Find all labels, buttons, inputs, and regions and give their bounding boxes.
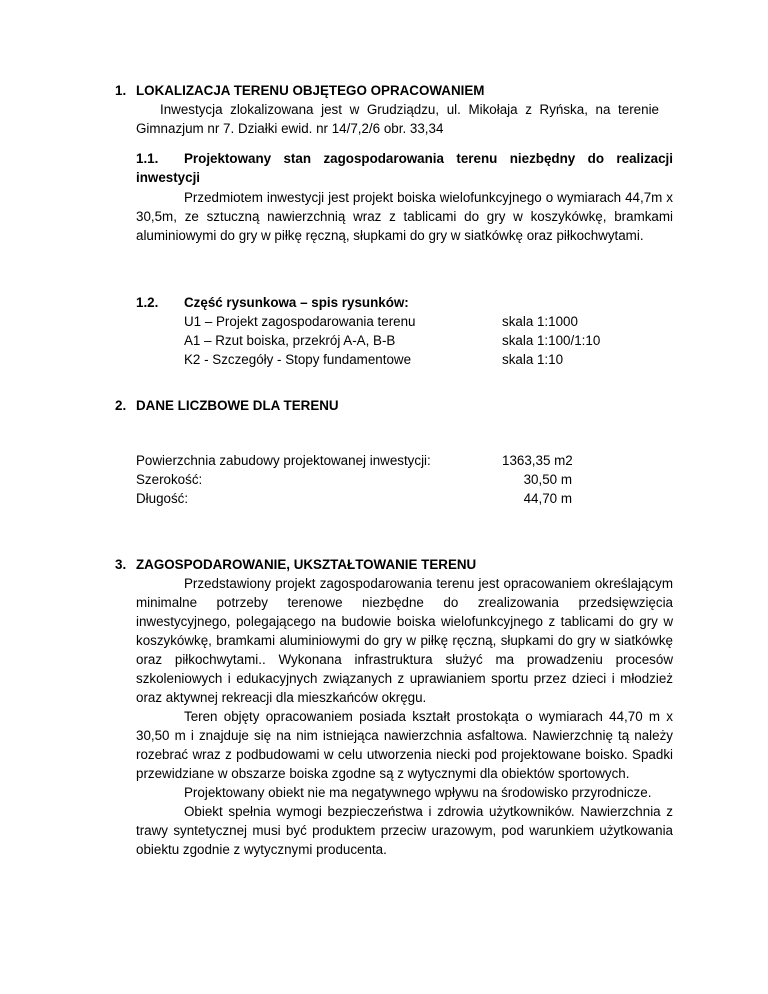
section-1-number: 1.	[115, 83, 127, 98]
paragraph: Obiekt spełnia wymogi bezpieczeństwa i zdrowia użytkowników. Nawierzchnia z trawy syntetycznej musi być produktem przeciw urazowym, pod warunkiem użytkowania obiektu zgodnie z wytycznymi producenta.	[136, 804, 673, 857]
section-1-title: LOKALIZACJA TERENU OBJĘTEGO OPRACOWANIEM	[136, 83, 485, 98]
section-1-2-title: Część rysunkowa – spis rysunków:	[184, 295, 409, 310]
drawing-name: U1 – Projekt zagospodarowania terenu	[184, 314, 416, 329]
section-2-title: DANE LICZBOWE DLA TERENU	[136, 398, 339, 413]
data-label: Długość:	[136, 491, 189, 506]
section-3-body	[136, 574, 673, 859]
section-1-1-text: Przedmiotem inwestycji jest projekt boiska wielofunkcyjnego o wymiarach 44,7m x 30,5m, ze sztuczną nawierzchnią wraz z tablicami do gry w koszykówkę, bramkami aluminiowymi do gry w piłkę ręczną, słupkami do gry w siatkówkę oraz piłkochwytami.	[136, 190, 673, 243]
section-3-number: 3.	[115, 557, 127, 572]
drawing-scale: skala 1:1000	[502, 314, 578, 329]
section-1-2-number: 1.2.	[136, 295, 159, 310]
paragraph: Teren objęty opracowaniem posiada kształt prostokąta o wymiarach 44,70 m x 30,50 m i znajduje się na nim istniejąca nawierzchnia asfaltowa. Nawierzchnię tą należy rozebrać wraz z podbudowami w celu utworzenia niecki pod projektowane boisko. Spadki przewidziane w obszarze boiska zgodne są z wytycznymi dla obiektów sportowych.	[136, 709, 673, 781]
data-value: 1363,35 m2	[502, 453, 573, 468]
data-value: 30,50 m	[523, 472, 572, 487]
drawing-scale: skala 1:100/1:10	[502, 333, 601, 348]
paragraph: Projektowany obiekt nie ma negatywnego wpływu na środowisko przyrodnicze.	[184, 785, 652, 800]
drawing-scale: skala 1:10	[502, 352, 564, 367]
section-1-text: Inwestycja zlokalizowana jest w Grudziądzu, ul. Mikołaja z Ryńska, na terenie Gimnazjum nr 7. Działki ewid. nr 14/7,2/6 obr. 33,34	[136, 102, 659, 136]
section-1-1-title: Projektowany stan zagospodarowania terenu niezbędny do realizacji inwestycji	[136, 151, 673, 185]
drawing-name: K2 - Szczegóły - Stopy fundamentowe	[184, 352, 412, 367]
drawing-name: A1 – Rzut boiska, przekrój A-A, B-B	[184, 333, 396, 348]
section-3-title: ZAGOSPODAROWANIE, UKSZTAŁTOWANIE TERENU	[136, 557, 477, 572]
section-2-number: 2.	[115, 398, 127, 413]
data-label: Szerokość:	[136, 472, 203, 487]
section-1-1-number: 1.1.	[136, 151, 159, 166]
data-label: Powierzchnia zabudowy projektowanej inwestycji:	[136, 453, 431, 468]
paragraph: Przedstawiony projekt zagospodarowania terenu jest opracowaniem określającym minimalne potrzeby terenowe niezbędne do zrealizowania przedsięwzięcia inwestycyjnego, polegającego na budowie boiska wielofunkcyjnego z tablicami do gry w koszykówkę, bramkami aluminiowymi do gry w piłkę ręczną, słupkami do gry w siatkówkę oraz piłkochwytami.. Wykonana infrastruktura służyć ma prowadzeniu procesów szkoleniowych i edukacyjnych związanych z uprawianiem sportu przez dzieci i młodzież oraz aktywnej rekreacji dla mieszkańców okręgu.	[136, 576, 673, 705]
data-value: 44,70 m	[523, 491, 572, 506]
